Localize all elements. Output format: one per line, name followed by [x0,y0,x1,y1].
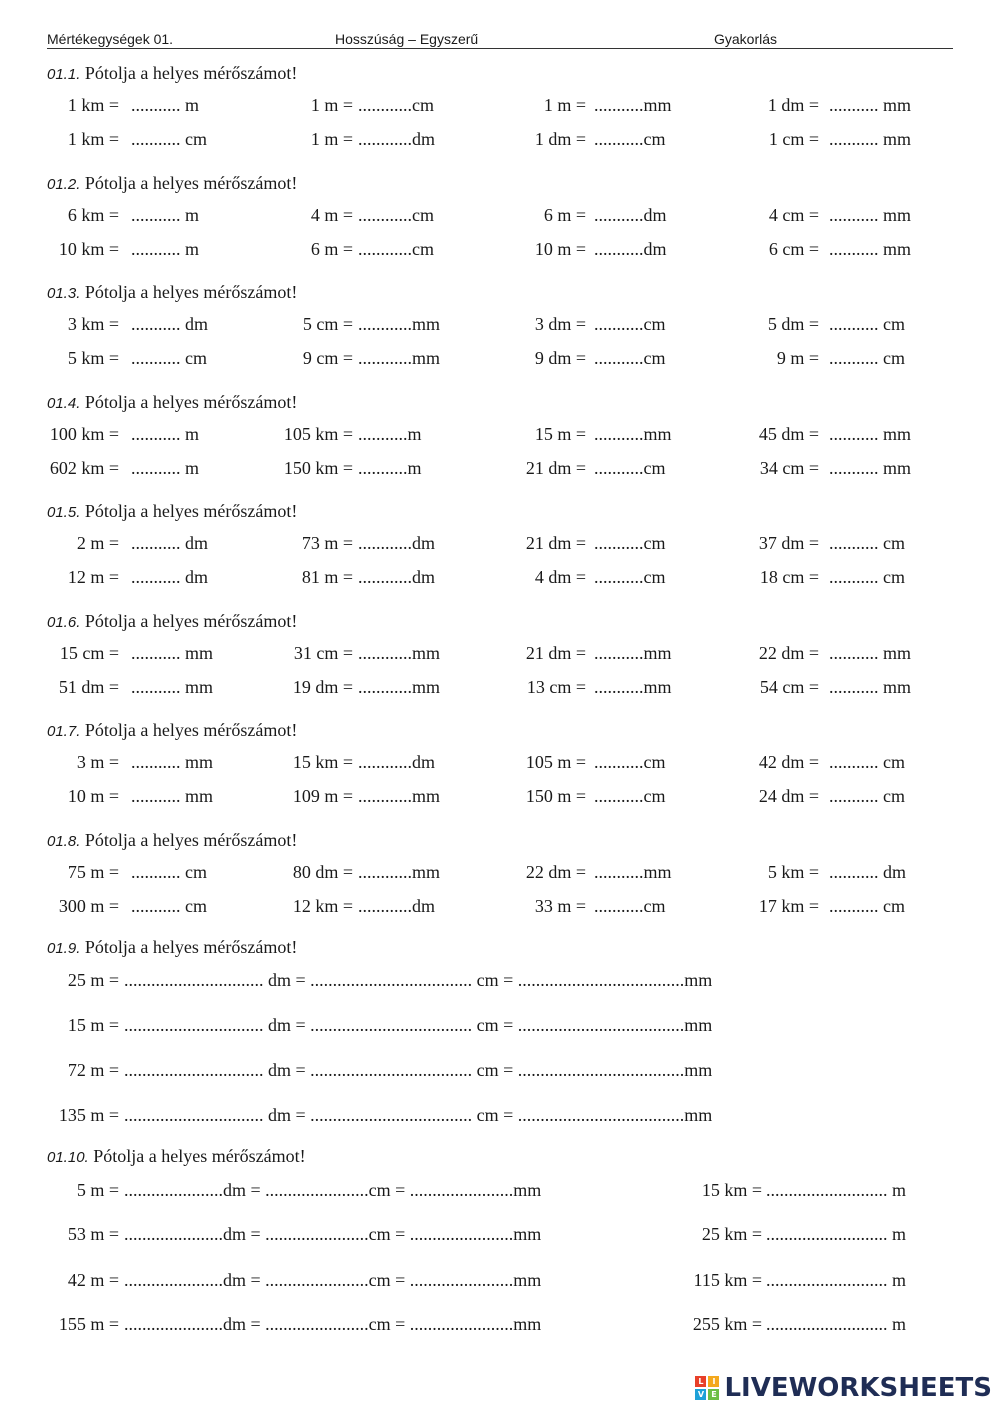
exercise-prompt: 6 km = [67,205,119,225]
header-right: Gyakorlás [714,31,778,47]
exercise-blank: ............mm [358,786,441,806]
exercise-prompt: 75 m = [67,862,119,882]
exercise-blank: ........... m [131,458,200,478]
exercise-prompt: 150 m = [525,786,586,806]
logo-mark-icon [695,1376,719,1400]
exercise-blank: ........... mm [829,205,912,225]
exercise-prompt: 12 km = [292,896,353,916]
exercise-blank: ............mm [358,643,441,663]
exercise-prompt: 1 m = [310,129,353,149]
exercise-prompt: 13 cm = [526,677,586,697]
section-number: 01.3. [47,285,81,302]
instruction-text: Pótolja a helyes mérőszámot! [84,830,298,850]
instruction-text: Pótolja a helyes mérőszámot! [84,501,298,521]
section-number: 01.5. [47,504,81,521]
exercise-prompt: 109 m = [292,786,353,806]
exercise-prompt: 53 m = [67,1224,119,1244]
exercise-prompt: 602 km = [49,458,119,478]
exercise-prompt: 4 m = [310,205,353,225]
exercise-blank: ........... m [131,239,200,259]
instruction-text: Pótolja a helyes mérőszámot! [84,63,298,83]
liveworksheets-logo [695,1371,992,1405]
section-title [47,720,297,741]
exercise-prompt: 300 m = [58,896,119,916]
section-number: 01.10. [47,1149,89,1166]
exercise-blank: ...........cm [594,567,666,587]
section-title [47,611,297,632]
exercise-prompt: 3 m = [76,752,119,772]
exercise-blank: ...........cm [594,458,666,478]
exercise-prompt: 1 m = [543,95,586,115]
section-number: 01.8. [47,833,81,850]
exercise-prompt: 19 dm = [292,677,353,697]
exercise-prompt: 2 m = [76,533,119,553]
exercise-prompt: 42 m = [67,1270,119,1290]
section-title [47,501,297,522]
exercise-blank: ...........cm [594,752,666,772]
exercise-blank: ............mm [358,677,441,697]
exercise-prompt: 9 dm = [534,348,586,368]
exercise-blank: ......................dm = .......................cm = .......................mm [124,1180,542,1200]
exercise-blank: ........... cm [829,896,905,916]
exercise-blank: ........................... m [766,1314,907,1334]
exercise-prompt: 4 cm = [768,205,819,225]
exercise-blank: ........... m [131,95,200,115]
exercise-blank: ............cm [358,95,434,115]
exercise-prompt: 1 dm = [767,95,819,115]
exercise-blank: ........... dm [131,314,209,334]
exercise-blank: ...........mm [594,95,672,115]
instruction-text: Pótolja a helyes mérőszámot! [93,1146,306,1166]
exercise-prompt: 22 dm = [525,862,586,882]
exercise-prompt: 15 km = [292,752,353,772]
logo-text: LIVEWORKSHEETS [724,1373,992,1403]
header-left: Mértékegységek 01. [47,31,174,47]
exercise-prompt: 17 km = [758,896,819,916]
instruction-text: Pótolja a helyes mérőszámot! [84,173,298,193]
exercise-prompt: 25 km = [701,1224,762,1244]
section-number: 01.4. [47,395,81,412]
exercise-blank: ............dm [358,752,436,772]
exercise-prompt: 9 cm = [302,348,353,368]
exercise-prompt: 9 m = [776,348,819,368]
exercise-prompt: 5 dm = [767,314,819,334]
section-number: 01.6. [47,614,81,631]
exercise-blank: ........... cm [829,752,905,772]
exercise-blank: ...........mm [594,677,672,697]
exercise-prompt: 21 dm = [525,643,586,663]
exercise-blank: ............................... dm = .................................... cm = .....................................mm [124,1015,713,1035]
exercise-prompt: 135 m = [58,1105,119,1125]
exercise-blank: ........................... m [766,1180,907,1200]
exercise-prompt: 10 m = [67,786,119,806]
section-title [47,830,297,851]
exercise-blank: ........... cm [131,896,207,916]
exercise-prompt: 1 cm = [768,129,819,149]
exercise-blank: ........... mm [131,643,214,663]
section-number: 01.1. [47,66,81,83]
exercise-blank: ...........cm [594,314,666,334]
exercise-prompt: 105 km = [283,424,353,444]
exercise-prompt: 1 m = [310,95,353,115]
exercise-prompt: 10 m = [534,239,586,259]
exercise-prompt: 45 dm = [758,424,819,444]
exercise-prompt: 3 km = [67,314,119,334]
exercise-blank: ............mm [358,348,441,368]
exercise-blank: ............dm [358,533,436,553]
exercise-blank: ........................... m [766,1224,907,1244]
instruction-text: Pótolja a helyes mérőszámot! [84,720,298,740]
exercise-prompt: 3 dm = [534,314,586,334]
exercise-prompt: 150 km = [283,458,353,478]
exercise-blank: ...........mm [594,643,672,663]
exercise-prompt: 105 m = [525,752,586,772]
exercise-blank: ............mm [358,862,441,882]
section-number: 01.7. [47,723,81,740]
exercise-blank: ............dm [358,129,436,149]
exercise-prompt: 15 m = [534,424,586,444]
exercise-blank: ......................dm = .......................cm = .......................mm [124,1270,542,1290]
exercise-blank: ...........mm [594,862,672,882]
exercise-prompt: 24 dm = [758,786,819,806]
exercise-blank: ...........cm [594,348,666,368]
section-number: 01.2. [47,176,81,193]
exercise-prompt: 1 dm = [534,129,586,149]
exercise-blank: ............dm [358,896,436,916]
exercise-prompt: 255 km = [692,1314,762,1334]
section-title [47,173,297,194]
exercise-prompt: 12 m = [67,567,119,587]
exercise-prompt: 115 km = [693,1270,762,1290]
exercise-prompt: 15 cm = [59,643,119,663]
exercise-blank: ...........cm [594,786,666,806]
header-center: Hosszúság – Egyszerű [335,31,479,47]
section-title [47,937,297,958]
exercise-blank: ........... mm [829,129,912,149]
exercise-prompt: 18 cm = [759,567,819,587]
exercise-blank: ............cm [358,205,434,225]
exercise-prompt: 100 km = [49,424,119,444]
exercise-blank: ...........dm [594,239,667,259]
exercise-prompt: 10 km = [58,239,119,259]
exercise-prompt: 5 km = [67,348,119,368]
exercise-blank: ........................... m [766,1270,907,1290]
section-title [47,282,297,303]
exercise-prompt: 21 dm = [525,458,586,478]
section-number: 01.9. [47,940,81,957]
exercise-prompt: 42 dm = [758,752,819,772]
instruction-text: Pótolja a helyes mérőszámot! [84,611,298,631]
exercise-prompt: 34 cm = [759,458,819,478]
exercise-blank: ............................... dm = .................................... cm = .....................................mm [124,970,713,990]
section-title [47,63,297,84]
page-header [47,28,953,49]
exercise-blank: ...........cm [594,129,666,149]
exercise-blank: ........... cm [829,348,905,368]
exercise-blank: ............cm [358,239,434,259]
exercise-blank: ........... m [131,205,200,225]
exercise-blank: ............dm [358,567,436,587]
exercise-blank: ...........cm [594,896,666,916]
exercise-prompt: 6 m = [543,205,586,225]
exercise-prompt: 72 m = [67,1060,119,1080]
exercise-blank: ........... mm [829,643,912,663]
exercise-prompt: 15 km = [701,1180,762,1200]
exercise-blank: ........... mm [829,95,912,115]
exercise-blank: ........... mm [829,424,912,444]
exercise-blank: ........... dm [829,862,907,882]
exercise-prompt: 80 dm = [292,862,353,882]
logo-letter-box: L [695,1376,706,1387]
exercise-prompt: 6 cm = [768,239,819,259]
exercise-blank: ........... mm [131,677,214,697]
exercise-blank: ........... cm [131,348,207,368]
exercise-blank: ...........dm [594,205,667,225]
exercise-blank: ........... mm [829,677,912,697]
exercise-blank: ........... cm [131,862,207,882]
instruction-text: Pótolja a helyes mérőszámot! [84,282,298,302]
exercise-prompt: 4 dm = [534,567,586,587]
exercise-blank: ........... cm [131,129,207,149]
exercise-prompt: 15 m = [67,1015,119,1035]
exercise-prompt: 155 m = [58,1314,119,1334]
exercise-blank: ........... cm [829,314,905,334]
exercise-prompt: 37 dm = [758,533,819,553]
exercise-blank: ........... cm [829,533,905,553]
exercise-prompt: 1 km = [67,95,119,115]
exercise-blank: ........... m [131,424,200,444]
exercise-prompt: 22 dm = [758,643,819,663]
exercise-prompt: 51 dm = [58,677,119,697]
exercise-prompt: 5 m = [76,1180,119,1200]
section-title [47,1146,306,1167]
exercise-prompt: 6 m = [310,239,353,259]
exercise-prompt: 33 m = [534,896,586,916]
exercise-blank: ........... mm [829,458,912,478]
exercise-blank: ........... mm [131,752,214,772]
exercise-blank: ......................dm = .......................cm = .......................mm [124,1314,542,1334]
exercise-prompt: 81 m = [301,567,353,587]
exercise-prompt: 73 m = [301,533,353,553]
section-title [47,392,297,413]
exercise-blank: ........... dm [131,533,209,553]
exercise-blank: ............................... dm = .................................... cm = .....................................mm [124,1060,713,1080]
exercise-blank: ...........m [358,424,422,444]
exercise-prompt: 5 km = [767,862,819,882]
exercise-blank: ......................dm = .......................cm = .......................mm [124,1224,542,1244]
exercise-blank: ............mm [358,314,441,334]
exercise-blank: ........... cm [829,786,905,806]
logo-letter-box: E [708,1389,719,1400]
exercise-prompt: 54 cm = [759,677,819,697]
instruction-text: Pótolja a helyes mérőszámot! [84,937,298,957]
exercise-blank: ...........m [358,458,422,478]
logo-letter-box: I [708,1376,719,1387]
exercise-blank: ........... mm [131,786,214,806]
exercise-blank: ........... mm [829,239,912,259]
exercise-prompt: 25 m = [67,970,119,990]
instruction-text: Pótolja a helyes mérőszámot! [84,392,298,412]
exercise-blank: ........... dm [131,567,209,587]
exercise-prompt: 31 cm = [293,643,353,663]
exercise-prompt: 5 cm = [302,314,353,334]
exercise-prompt: 1 km = [67,129,119,149]
exercise-blank: ...........cm [594,533,666,553]
exercise-blank: ............................... dm = .................................... cm = .....................................mm [124,1105,713,1125]
exercise-prompt: 21 dm = [525,533,586,553]
logo-letter-box: V [695,1389,706,1400]
exercise-blank: ...........mm [594,424,672,444]
exercise-blank: ........... cm [829,567,905,587]
